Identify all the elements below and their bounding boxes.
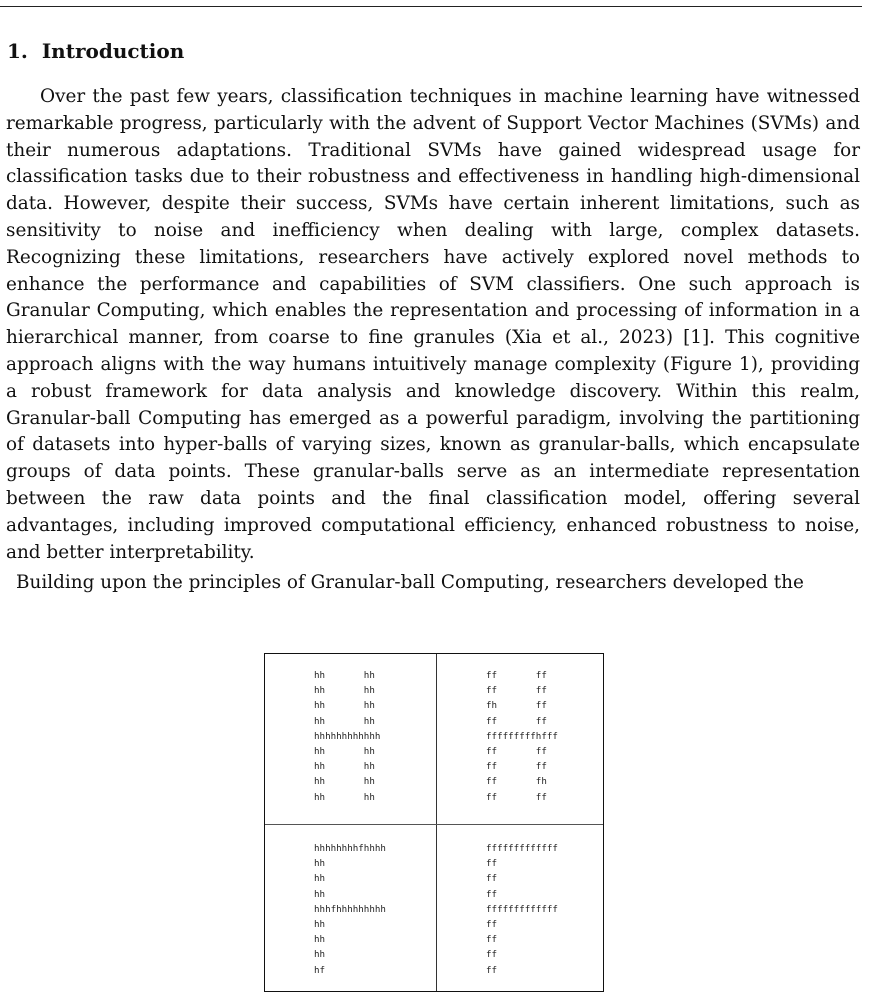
glyph-row: ff: [486, 934, 498, 946]
quadrant-top-left: [314, 668, 380, 805]
glyph-row: hh hh: [314, 761, 375, 773]
glyph-row: hh: [314, 873, 326, 885]
glyph-row: ff ff: [486, 745, 547, 757]
glyph-row: hh: [314, 858, 326, 870]
glyph-row: fffffffffffff: [486, 843, 558, 854]
glyph-row: hf: [314, 964, 326, 976]
glyph-row: hh hh: [314, 791, 375, 803]
glyph-row: ff: [486, 888, 498, 900]
figure-1-granule-grid: [264, 653, 604, 992]
glyph-row: hh hh: [314, 776, 375, 788]
glyph-row: ff: [486, 873, 498, 885]
section-title: Introduction: [41, 39, 185, 63]
intro-paragraph: Over the past few years, classification techniques in machine learning have witnessed remarkable progress, particularly with the advent of Support Vector Machines (SVMs) and their numerous adaptations. Traditional SVMs have gained widespread usage for classification tasks due to their robustness and effectiveness in handling high-dimensional data. However, despite their success, SVMs have certain inherent limitations, such as sensitivity to noise and inefficiency when dealing with large, complex datasets. Recognizing these limitations, researchers have actively explored novel methods to enhance the performance and capabilities of SVM classifiers. One such approach is Granular Computing, which enables the representation and processing of information in a hierarchical manner, from coarse to fine granules (Xia et al., 2023) [1]. This cognitive approach aligns with the way humans intuitively manage complexity (Figure 1), providing a robust framework for data analysis and knowledge discovery. Within this realm, Granular-ball Computing has emerged as a powerful paradigm, involving the partitioning of datasets into hyper-balls of varying sizes, known as granular-balls, which encapsulate groups of data points. These granular-balls serve as an intermediate representation between the raw data points and the final classification model, offering several advantages, including improved computational efficiency, enhanced robustness to noise, and better interpretability.: [6, 86, 860, 563]
glyph-row: hh hh: [314, 670, 375, 681]
glyph-row: hh hh: [314, 685, 375, 697]
section-number: 1.: [7, 39, 28, 63]
glyph-row: fffffffffffff: [486, 903, 558, 915]
figure-vertical-divider: [436, 654, 437, 991]
glyph-row: hh: [314, 918, 326, 930]
quadrant-bottom-right: [486, 841, 558, 978]
section-heading: [7, 38, 184, 64]
glyph-row: ff ff: [486, 791, 547, 803]
glyph-row: ff ff: [486, 685, 547, 697]
glyph-row: ff: [486, 858, 498, 870]
glyph-row: ff fh: [486, 776, 547, 788]
glyph-row: ff ff: [486, 761, 547, 773]
glyph-row: hhhhhhhhhhhh: [314, 730, 381, 742]
glyph-row: ff ff: [486, 670, 547, 681]
quadrant-bottom-left: [314, 841, 386, 978]
glyph-row: ff: [486, 964, 498, 976]
glyph-row: hh hh: [314, 700, 375, 712]
glyph-row: ff: [486, 918, 498, 930]
intro-paragraph-continued: Building upon the principles of Granular-ball Computing, researchers developed the: [16, 572, 804, 593]
glyph-row: hh hh: [314, 745, 375, 757]
glyph-row: fh ff: [486, 700, 547, 712]
figure-horizontal-divider: [265, 824, 603, 825]
glyph-row: hh hh: [314, 715, 375, 727]
glyph-row: ff ff: [486, 715, 547, 727]
glyph-row: fffffffffhfff: [486, 730, 558, 742]
quadrant-top-right: [486, 668, 558, 805]
glyph-row: hh: [314, 934, 326, 946]
glyph-row: hh: [314, 949, 326, 961]
top-rule: [0, 6, 862, 7]
glyph-row: hhhfhhhhhhhhh: [314, 903, 386, 915]
glyph-row: hh: [314, 888, 326, 900]
glyph-row: ff: [486, 949, 498, 961]
glyph-row: hhhhhhhhfhhhh: [314, 843, 386, 854]
